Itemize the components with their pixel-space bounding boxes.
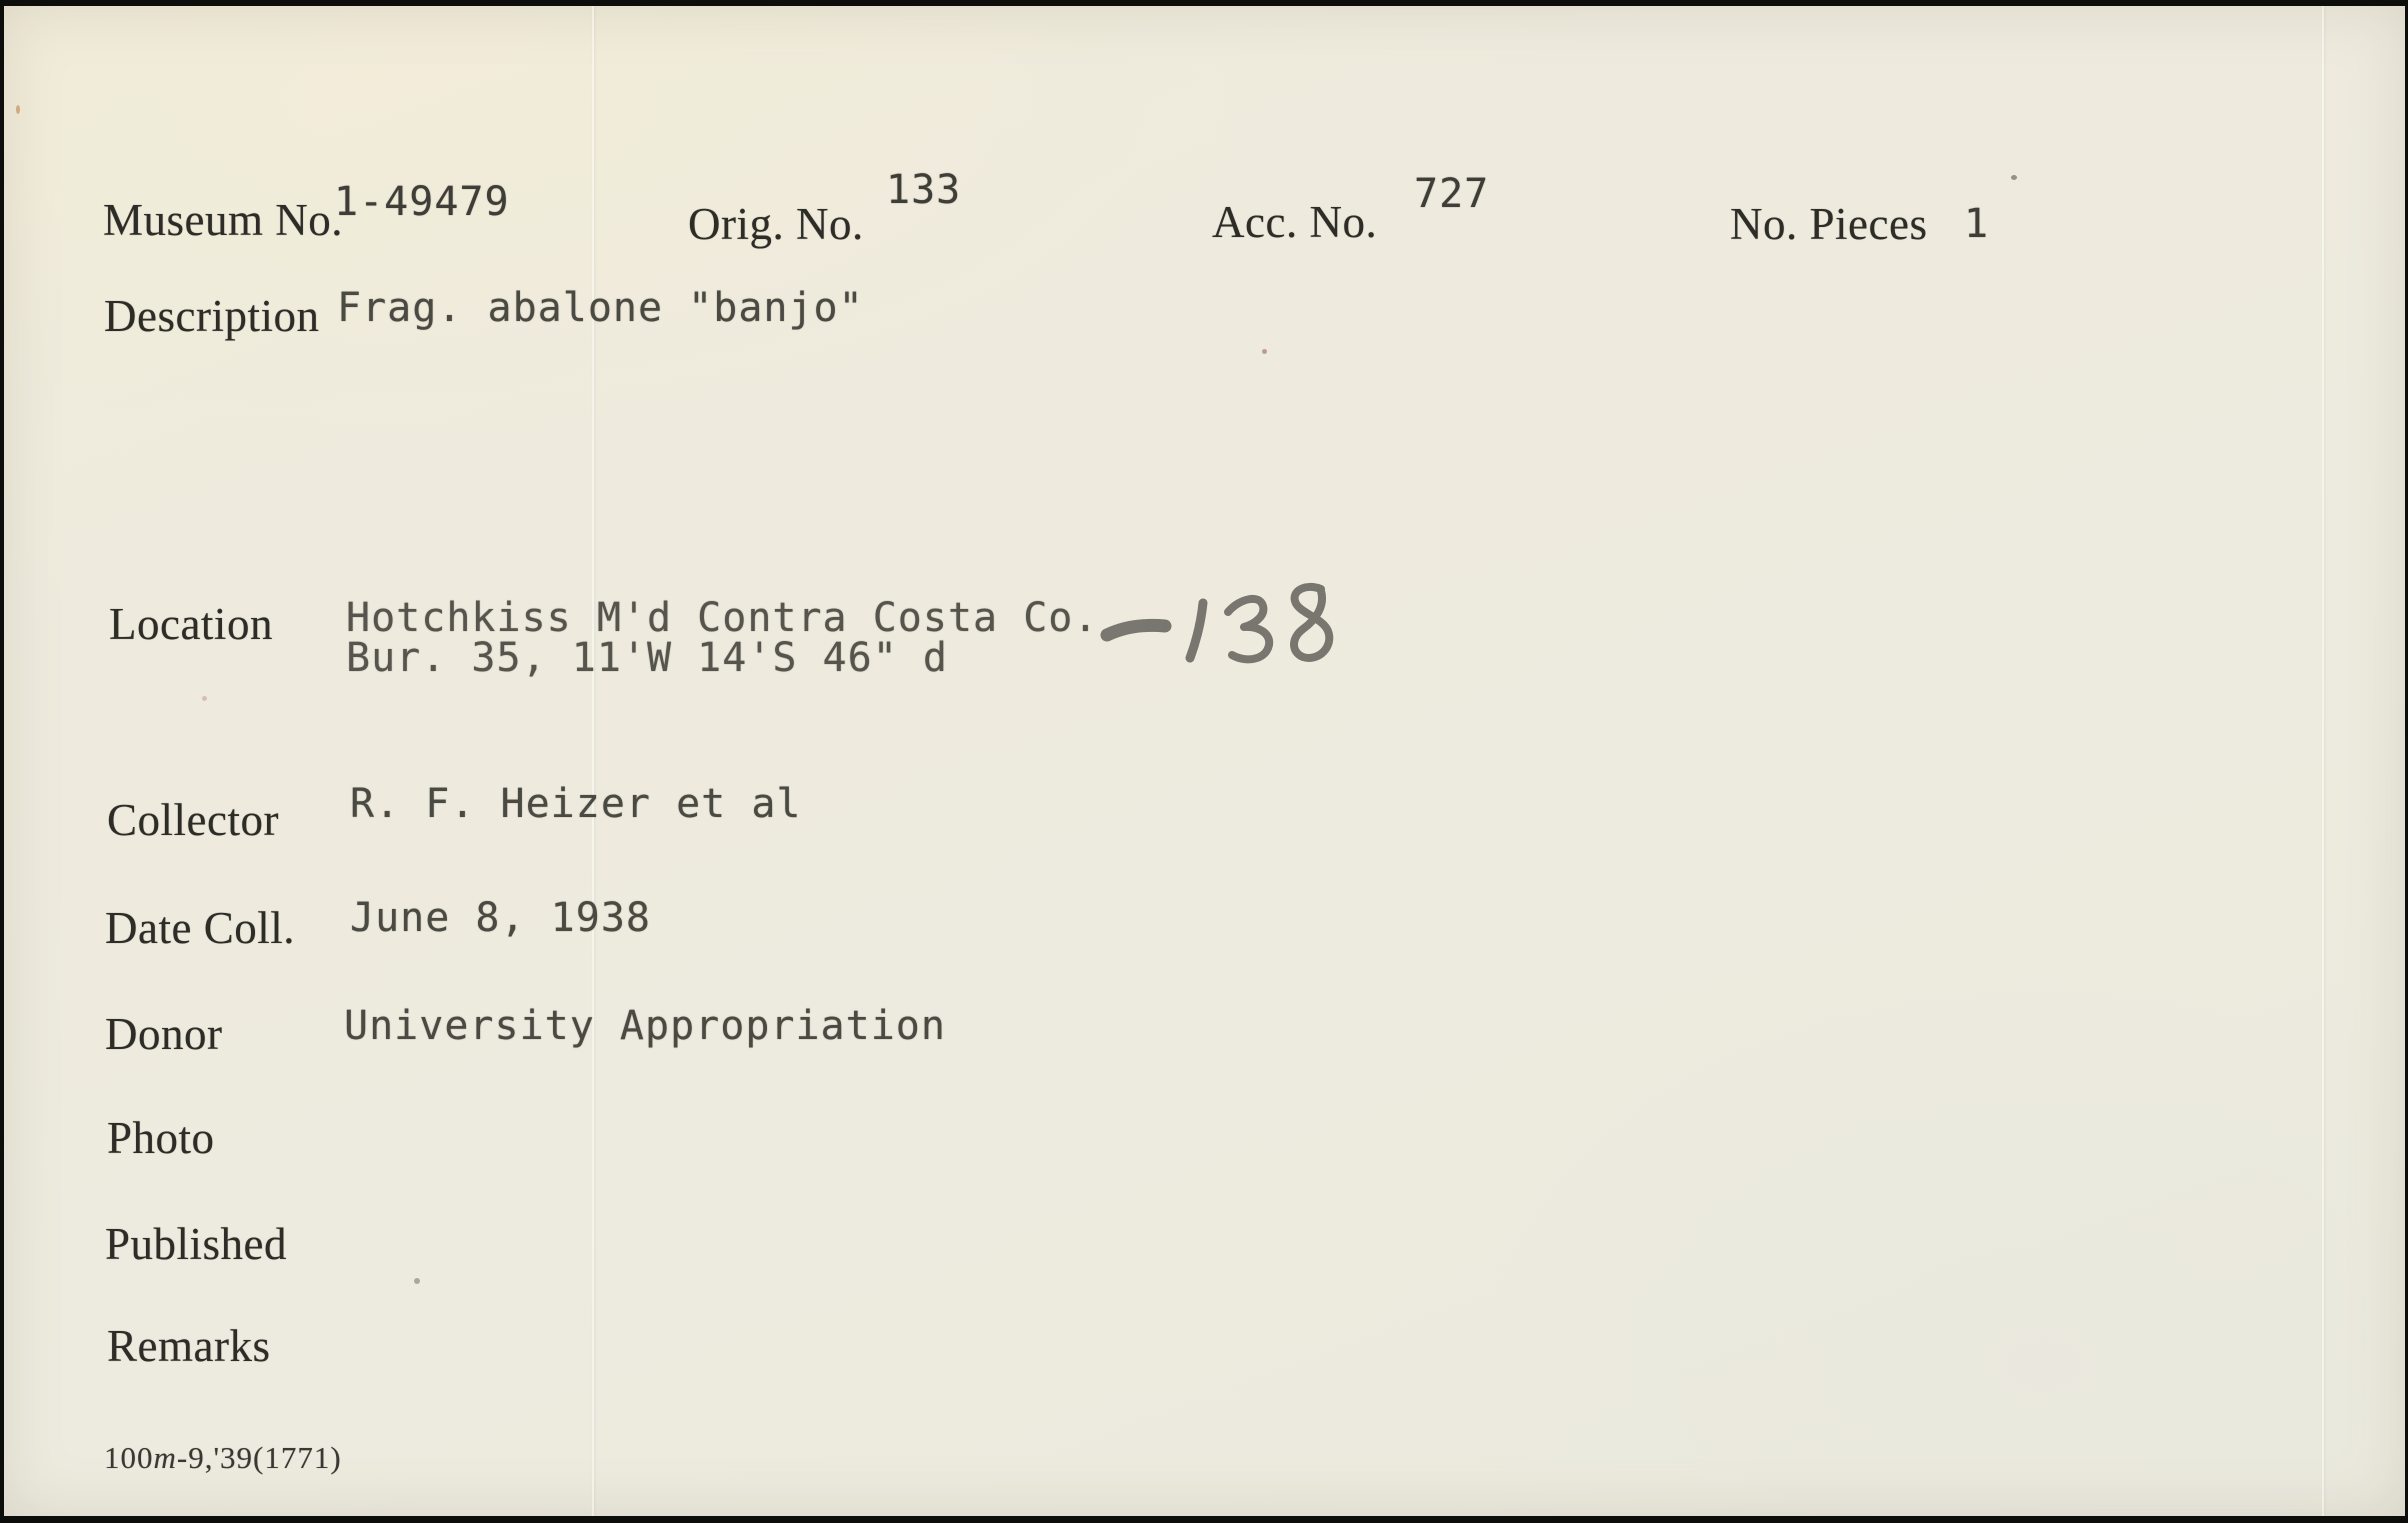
no-pieces-value: 1 (1964, 201, 1990, 247)
form-code-italic-m: m (153, 1440, 177, 1475)
date-coll-value: June 8, 1938 (350, 895, 651, 941)
paper-speck (16, 105, 20, 114)
published-label: Published (105, 1219, 288, 1269)
location-label: Location (109, 599, 273, 649)
acc-no-value: 727 (1414, 171, 1490, 217)
orig-no-label: Orig. No. (688, 199, 864, 249)
museum-no-value: 1-49479 (334, 179, 510, 225)
collector-value: R. F. Heizer et al (350, 781, 802, 827)
photo-label: Photo (107, 1113, 215, 1163)
card-crease-left (592, 6, 594, 1516)
description-label: Description (104, 291, 320, 341)
paper-speck (202, 696, 207, 701)
catalog-card (4, 6, 2405, 1516)
acc-no-label: Acc. No. (1212, 197, 1378, 247)
collector-label: Collector (107, 795, 279, 845)
card-crease-right (2322, 6, 2324, 1516)
form-code (104, 1442, 342, 1473)
museum-no-label: Museum No. (103, 195, 343, 245)
paper-speck (414, 1278, 420, 1284)
location-value-line1: Hotchkiss M'd Contra Costa Co. (346, 595, 1099, 641)
location-value-line2: Bur. 35, 11'W 14'S 46" d (346, 635, 948, 681)
orig-no-value: 133 (886, 167, 962, 213)
paper-speck (1262, 349, 1267, 354)
paper-speck (2011, 175, 2017, 180)
remarks-label: Remarks (107, 1321, 271, 1371)
date-coll-label: Date Coll. (105, 903, 295, 953)
donor-value: University Appropriation (344, 1003, 946, 1049)
description-value: Frag. abalone "banjo" (337, 285, 864, 331)
donor-label: Donor (105, 1009, 223, 1059)
form-code-suffix: -9,'39(1771) (176, 1440, 342, 1475)
no-pieces-label: No. Pieces (1730, 199, 1928, 249)
pencil-annotation-138 (4, 6, 2408, 1523)
form-code-prefix: 100 (104, 1440, 154, 1475)
